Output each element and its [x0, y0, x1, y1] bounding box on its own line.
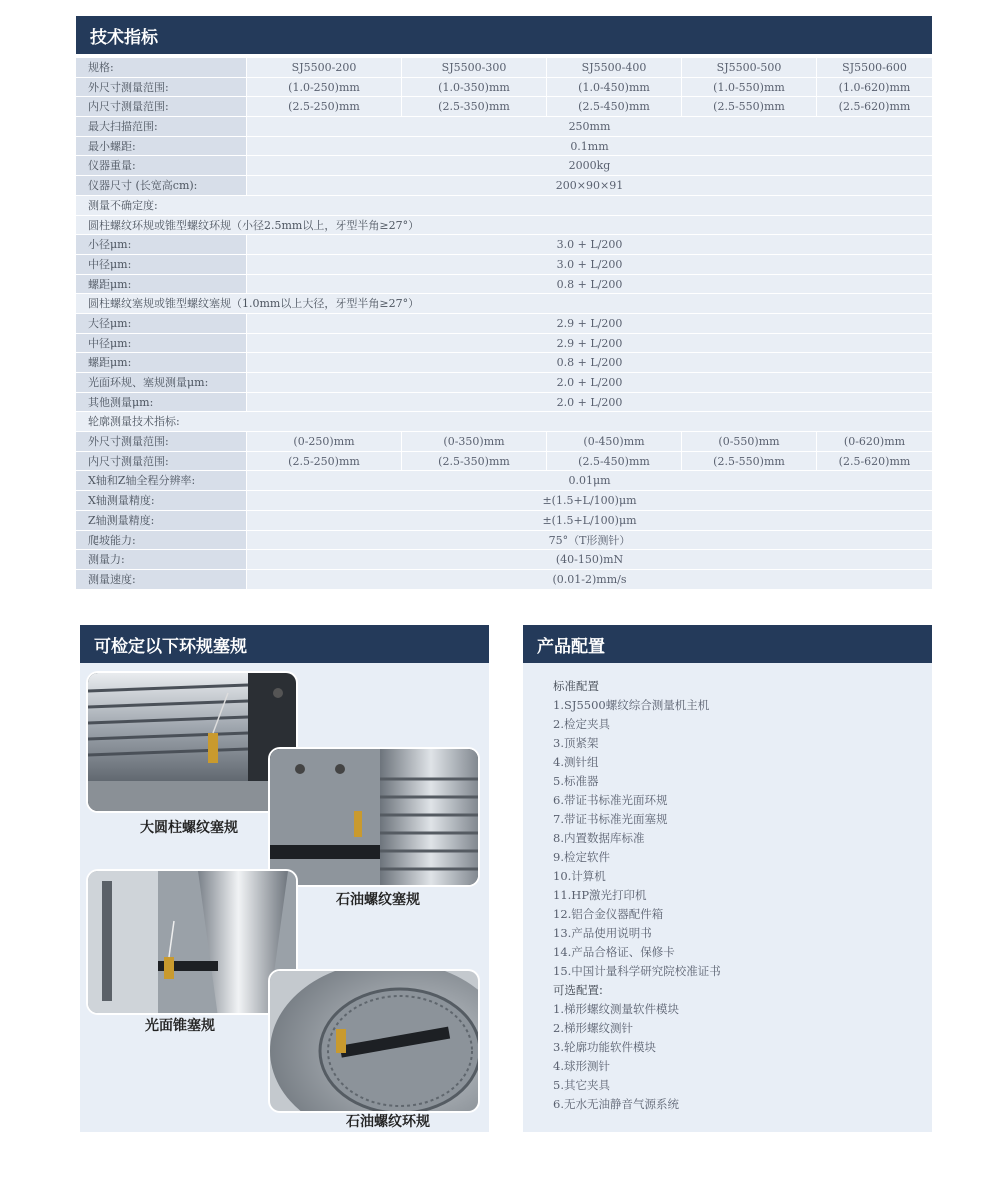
row-values: [246, 432, 932, 451]
section-label: 测量不确定度:: [76, 196, 932, 215]
list-item: 4.球形测针: [553, 1059, 610, 1073]
row-label: X轴测量精度:: [76, 491, 246, 510]
spec-row-c-inner: [76, 452, 932, 472]
row-values: [246, 570, 932, 589]
cell: (2.5-620)mm: [816, 97, 932, 116]
cell: (2.5-450)mm: [546, 452, 681, 471]
list-item: 3.顶紧架: [553, 736, 599, 750]
row-values: [246, 176, 932, 195]
cell: 75°（T形测针）: [246, 531, 932, 550]
spec-row-z-accuracy: [76, 511, 932, 531]
section-label: 圆柱螺纹塞规或锥型螺纹塞规（1.0mm以上大径，牙型半角≥27°）: [76, 294, 932, 313]
spec-row-resolution: [76, 471, 932, 491]
row-label: 爬坡能力:: [76, 531, 246, 550]
photo-large-cylinder-plug: [86, 671, 298, 813]
list-item: 10.计算机: [553, 869, 606, 883]
cell: (2.5-250)mm: [246, 452, 401, 471]
row-values: [246, 452, 932, 471]
list-item: 7.带证书标准光面塞规: [553, 812, 668, 826]
spec-row-speed: [76, 570, 932, 590]
row-label: 测量速度:: [76, 570, 246, 589]
spec-row-ring-minor: [76, 235, 932, 255]
list-item: 4.测针组: [553, 755, 599, 769]
spec-row-scan: [76, 117, 932, 137]
row-values: [246, 117, 932, 136]
list-item: 8.内置数据库标准: [553, 831, 645, 845]
list-item: 1.梯形螺纹测量软件模块: [553, 1002, 679, 1016]
cell: (2.5-550)mm: [681, 452, 816, 471]
list-item: 14.产品合格证、保修卡: [553, 945, 675, 959]
config-panel: [523, 663, 932, 1132]
spec-row-plug-pitchd: [76, 334, 932, 354]
list-item: 5.标准器: [553, 774, 599, 788]
caption-petroleum-plug: 石油螺纹塞规: [336, 892, 420, 908]
cell: SJ5500-400: [546, 58, 681, 77]
cell: (2.5-550)mm: [681, 97, 816, 116]
spec-row-x-accuracy: [76, 491, 932, 511]
config-title: [523, 625, 932, 663]
cell: 2.0 + L/200: [246, 393, 932, 412]
row-label: 内尺寸测量范围:: [76, 452, 246, 471]
list-item: 12.铝合金仪器配件箱: [553, 907, 664, 921]
cell: (1.0-450)mm: [546, 78, 681, 97]
row-values: [246, 78, 932, 97]
spec-row-plug-section: [76, 294, 932, 314]
cell: (2.5-450)mm: [546, 97, 681, 116]
cell: 0.8 + L/200: [246, 275, 932, 294]
optional-config-list: [553, 1000, 932, 1114]
list-item: 15.中国计量科学研究院校准证书: [553, 964, 721, 978]
row-label: 测量力:: [76, 550, 246, 569]
photo-petroleum-plug: [268, 747, 480, 887]
cell: 0.01μm: [246, 471, 932, 490]
optional-config-label: 可选配置:: [553, 983, 603, 997]
spec-title: [76, 16, 932, 54]
row-values: [246, 255, 932, 274]
spec-row-outer: [76, 78, 932, 98]
spec-row-c-outer: [76, 432, 932, 452]
row-values: [246, 353, 932, 372]
cell: 2000kg: [246, 156, 932, 175]
spec-table: [76, 58, 932, 590]
spec-row-pitch-min: [76, 137, 932, 157]
row-label: 内尺寸测量范围:: [76, 97, 246, 116]
cell: (0-620)mm: [816, 432, 932, 451]
cell: (2.5-350)mm: [401, 452, 546, 471]
row-values: [246, 156, 932, 175]
spec-row-smooth: [76, 373, 932, 393]
cell: 0.1mm: [246, 137, 932, 156]
cell: 200×90×91: [246, 176, 932, 195]
row-label: 规格:: [76, 58, 246, 77]
cell: (1.0-350)mm: [401, 78, 546, 97]
cell: (0-550)mm: [681, 432, 816, 451]
cell: (1.0-620)mm: [816, 78, 932, 97]
cell: (40-150)mN: [246, 550, 932, 569]
spec-row-models: [76, 58, 932, 78]
row-values: [246, 97, 932, 116]
cell: SJ5500-200: [246, 58, 401, 77]
check-title-text: 可检定以下环规塞规: [94, 636, 247, 657]
config-title-text: 产品配置: [537, 636, 605, 657]
row-values: [246, 373, 932, 392]
spec-row-inner: [76, 97, 932, 117]
spec-row-contour: [76, 412, 932, 432]
list-item: 2.梯形螺纹测针: [553, 1021, 633, 1035]
cell: (2.5-250)mm: [246, 97, 401, 116]
row-values: [246, 531, 932, 550]
section-label: 圆柱螺纹环规或锥型螺纹环规（小径2.5mm以上，牙型半角≥27°）: [76, 216, 932, 235]
row-label: 仪器重量:: [76, 156, 246, 175]
cell: 2.0 + L/200: [246, 373, 932, 392]
list-item: 6.无水无油静音气源系统: [553, 1097, 679, 1111]
spec-row-ring-section: [76, 216, 932, 236]
spec-row-other: [76, 393, 932, 413]
list-item: 5.其它夹具: [553, 1078, 610, 1092]
cell: 3.0 + L/200: [246, 235, 932, 254]
standard-config-label: 标准配置: [553, 679, 599, 693]
cell: (0-250)mm: [246, 432, 401, 451]
standard-config-list: [553, 696, 932, 981]
spec-row-weight: [76, 156, 932, 176]
cell: SJ5500-600: [816, 58, 932, 77]
cell: (0-350)mm: [401, 432, 546, 451]
spec-row-force: [76, 550, 932, 570]
cell: 3.0 + L/200: [246, 255, 932, 274]
spec-title-text: 技术指标: [90, 27, 158, 48]
row-label: 仪器尺寸 (长宽高cm):: [76, 176, 246, 195]
cell: 2.9 + L/200: [246, 314, 932, 333]
list-item: 2.检定夹具: [553, 717, 610, 731]
row-values: [246, 511, 932, 530]
row-label: X轴和Z轴全程分辨率:: [76, 471, 246, 490]
gauge-photo-panel: [80, 663, 489, 1132]
cell: 0.8 + L/200: [246, 353, 932, 372]
row-label: 其他测量μm:: [76, 393, 246, 412]
cell: (2.5-620)mm: [816, 452, 932, 471]
row-label: 大径μm:: [76, 314, 246, 333]
spec-row-climb: [76, 531, 932, 551]
check-title: [80, 625, 489, 663]
row-values: [246, 235, 932, 254]
cell: 250mm: [246, 117, 932, 136]
row-label: 外尺寸测量范围:: [76, 432, 246, 451]
row-label: 外尺寸测量范围:: [76, 78, 246, 97]
row-label: 最小螺距:: [76, 137, 246, 156]
row-values: [246, 334, 932, 353]
list-item: 1.SJ5500螺纹综合测量机主机: [553, 698, 710, 712]
cell: (0.01-2)mm/s: [246, 570, 932, 589]
photo-petroleum-ring: [268, 969, 480, 1113]
row-label: 螺距μm:: [76, 353, 246, 372]
row-values: [246, 137, 932, 156]
cell: 2.9 + L/200: [246, 334, 932, 353]
spec-row-plug-pitch: [76, 353, 932, 373]
row-values: [246, 550, 932, 569]
photo-smooth-taper-plug: [86, 869, 298, 1015]
row-values: [246, 58, 932, 77]
cell: (2.5-350)mm: [401, 97, 546, 116]
list-item: 9.检定软件: [553, 850, 610, 864]
spec-row-plug-major: [76, 314, 932, 334]
list-item: 6.带证书标准光面环规: [553, 793, 668, 807]
cell: (1.0-550)mm: [681, 78, 816, 97]
row-values: [246, 314, 932, 333]
row-label: Z轴测量精度:: [76, 511, 246, 530]
spec-row-ring-pitch: [76, 275, 932, 295]
list-item: 3.轮廓功能软件模块: [553, 1040, 656, 1054]
cell: ±(1.5+L/100)μm: [246, 511, 932, 530]
spec-row-uncertainty: [76, 196, 932, 216]
cell: SJ5500-300: [401, 58, 546, 77]
caption-petroleum-ring: 石油螺纹环规: [346, 1114, 430, 1130]
cell: (0-450)mm: [546, 432, 681, 451]
row-label: 螺距μm:: [76, 275, 246, 294]
row-label: 中径μm:: [76, 334, 246, 353]
row-values: [246, 393, 932, 412]
list-item: 11.HP激光打印机: [553, 888, 647, 902]
caption-smooth-taper-plug: 光面锥塞规: [145, 1018, 215, 1034]
row-label: 小径μm:: [76, 235, 246, 254]
list-item: 13.产品使用说明书: [553, 926, 652, 940]
cell: SJ5500-500: [681, 58, 816, 77]
spec-row-size: [76, 176, 932, 196]
row-values: [246, 491, 932, 510]
row-values: [246, 471, 932, 490]
row-label: 最大扫描范围:: [76, 117, 246, 136]
row-label: 光面环规、塞规测量μm:: [76, 373, 246, 392]
row-values: [246, 275, 932, 294]
cell: (1.0-250)mm: [246, 78, 401, 97]
spec-row-ring-pitchd: [76, 255, 932, 275]
section-label: 轮廓测量技术指标:: [76, 412, 932, 431]
row-label: 中径μm:: [76, 255, 246, 274]
caption-large-cylinder-plug: 大圆柱螺纹塞规: [140, 820, 238, 836]
cell: ±(1.5+L/100)μm: [246, 491, 932, 510]
